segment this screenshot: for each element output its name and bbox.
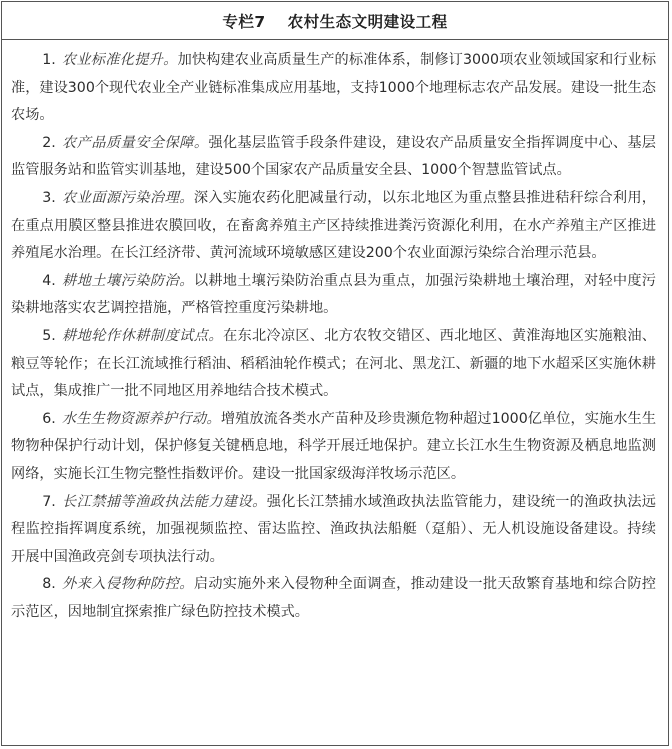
item-title: 长江禁捕等渔政执法能力建设。: [61, 493, 267, 510]
item-text: 深入实施农药化肥减量行动，以东北地区为重点整县推进秸秆综合利用，在重点用膜区整县推进农膜回收，在畜禽养殖主产区持续推进粪污资源化利用，在水产养殖主产区推进养殖尾水治理。在长江经济带、黄河流域环境敏感区建设200个农业面源污染综合治理示范县。: [11, 189, 656, 262]
item-number: 5.: [42, 327, 56, 344]
list-item-5: [11, 323, 656, 406]
item-title: 农业面源污染治理。: [61, 189, 194, 206]
item-text: 在东北冷凉区、北方农牧交错区、西北地区、黄淮海地区实施粮油、粮豆等轮作；在长江流域推行稻油、稻稻油轮作模式；在河北、黑龙江、新疆的地下水超采区实施休耕试点，集成推广一批不同地区用养地结合技术模式。: [11, 327, 656, 400]
item-title: 农产品质量安全保障。: [61, 134, 209, 151]
item-text: 强化基层监管手段条件建设，建设农产品质量安全指挥调度中心、基层监管服务站和监管实训基地，建设500个国家农产品质量安全县、1000个智慧监管试点。: [11, 134, 656, 179]
list-item-8: [11, 571, 656, 626]
item-number: 6.: [42, 410, 56, 427]
item-text: 强化长江禁捕水域渔政执法监管能力，建设统一的渔政执法远程监控指挥调度系统，加强视频监控、雷达监控、渔政执法船艇（趸船）、无人机设施设备建设。持续开展中国渔政亮剑专项执法行动。: [11, 493, 656, 565]
list-item-4: [11, 268, 656, 323]
list-item-1: [11, 47, 656, 130]
item-number: 3.: [42, 189, 56, 206]
item-number: 2.: [42, 134, 56, 151]
column-content: [2, 40, 668, 626]
column-title: 农村生态文明建设工程: [287, 12, 448, 31]
item-text: 以耕地土壤污染防治重点县为重点，加强污染耕地土壤治理，对轻中度污染耕地落实农艺调控措施，严格管控重度污染耕地。: [11, 272, 656, 317]
column-box: [1, 1, 669, 746]
item-title: 耕地土壤污染防治。: [61, 272, 194, 289]
item-number: 4.: [42, 272, 56, 289]
list-item-2: [11, 130, 656, 185]
item-title: 水生生物资源养护行动。: [61, 410, 221, 427]
item-number: 7.: [42, 493, 56, 510]
item-title: 农业标准化提升。: [61, 52, 178, 68]
item-text: 启动实施外来入侵物种全面调查，推动建设一批天敌繁育基地和综合防控示范区，因地制宜探索推广绿色防控技术模式。: [11, 576, 656, 620]
list-item-7: [11, 489, 656, 572]
column-header: [2, 2, 668, 40]
item-title: 外来入侵物种防控。: [61, 576, 194, 593]
list-item-6: [11, 406, 656, 489]
item-number: 8.: [42, 576, 56, 593]
item-text: 增殖放流各类水产苗种及珍贵濒危物种超过1000亿单位，实施水生生物物种保护行动计划，保护修复关键栖息地，科学开展迁地保护。建立长江水生生物资源及栖息地监测网络，实施长江生物完整性指数评价。建设一批国家级海洋牧场示范区。: [11, 410, 657, 482]
column-label: 专栏7: [222, 12, 266, 31]
item-text: 加快构建农业高质量生产的标准体系，制修订3000项农业领域国家和行业标准，建设300个现代农业全产业链标准集成应用基地，支持1000个地理标志农产品发展。建设一批生态农场。: [11, 52, 657, 124]
list-item-3: [11, 185, 656, 268]
item-title: 耕地轮作休耕制度试点。: [61, 327, 224, 344]
item-number: 1.: [42, 52, 56, 68]
